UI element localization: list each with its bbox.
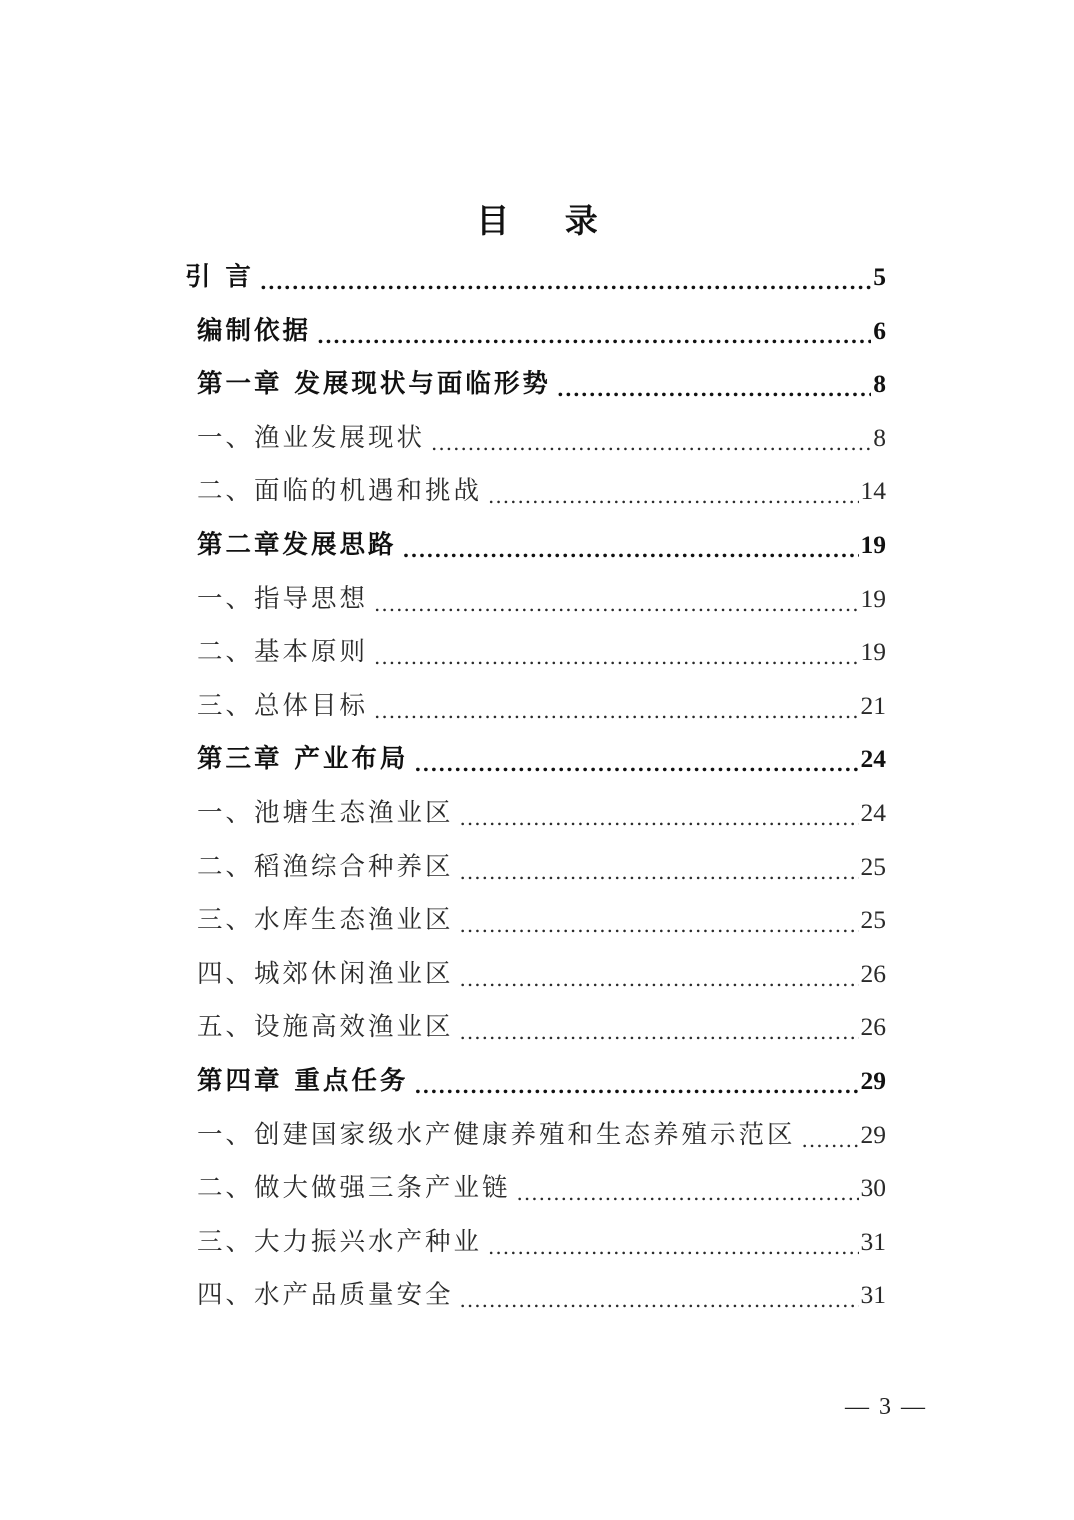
table-of-contents <box>0 250 1074 1330</box>
toc-entry-label: 二、基本原则 <box>197 637 369 668</box>
toc-entry-page: 8 <box>873 422 886 452</box>
toc-leader-dots <box>517 1171 859 1215</box>
toc-entry[interactable] <box>197 1000 886 1054</box>
toc-entry[interactable] <box>197 840 886 894</box>
toc-entry[interactable] <box>197 732 886 786</box>
toc-leader-dots <box>317 314 871 358</box>
toc-entry-label: 第三章 产业布局 <box>197 744 409 775</box>
toc-entry-label: 第四章 重点任务 <box>197 1066 409 1096</box>
toc-leader-dots <box>431 421 871 465</box>
toc-entry-label: 一、池塘生态渔业区 <box>197 798 454 828</box>
toc-leader-dots <box>374 582 858 626</box>
toc-entry[interactable] <box>197 357 886 411</box>
toc-leader-dots <box>414 1064 858 1108</box>
toc-entry-page: 19 <box>860 583 886 613</box>
toc-entry-label: 一、创建国家级水产健康养殖和生态养殖示范区 <box>197 1119 796 1150</box>
toc-entry[interactable] <box>185 250 886 304</box>
toc-leader-dots <box>802 1118 859 1162</box>
toc-entry[interactable] <box>197 1215 886 1269</box>
toc-entry-page: 21 <box>860 690 886 720</box>
toc-leader-dots <box>460 1010 859 1054</box>
toc-entry-page: 26 <box>860 1012 886 1042</box>
toc-entry[interactable] <box>197 1268 886 1322</box>
toc-entry-label: 一、指导思想 <box>197 583 369 614</box>
toc-leader-dots <box>488 1225 858 1269</box>
toc-entry-label: 第一章 发展现状与面临形势 <box>197 369 551 400</box>
toc-leader-dots <box>403 528 859 572</box>
toc-entry-label: 二、稻渔综合种养区 <box>197 851 454 882</box>
toc-entry[interactable] <box>197 1161 886 1215</box>
toc-entry-page: 24 <box>860 798 886 827</box>
toc-entry[interactable] <box>197 411 886 465</box>
toc-entry[interactable] <box>197 947 886 1001</box>
toc-entry-page: 29 <box>860 1066 886 1095</box>
toc-entry-label: 五、设施高效渔业区 <box>197 1012 454 1043</box>
toc-entry-page: 31 <box>860 1280 886 1310</box>
toc-entry[interactable] <box>197 518 886 572</box>
toc-entry-label: 第二章发展思路 <box>197 530 397 560</box>
toc-leader-dots <box>374 689 858 733</box>
toc-entry-page: 24 <box>860 744 886 774</box>
toc-leader-dots <box>460 903 859 947</box>
toc-entry-label: 三、总体目标 <box>197 690 369 721</box>
toc-entry-label: 四、城郊休闲渔业区 <box>197 958 454 989</box>
toc-entry-page: 19 <box>860 637 886 667</box>
toc-leader-dots <box>488 474 858 518</box>
toc-entry-page: 14 <box>860 476 886 506</box>
toc-entry-page: 30 <box>860 1173 886 1203</box>
toc-leader-dots <box>460 957 859 1001</box>
toc-entry-page: 19 <box>860 530 886 559</box>
toc-entry-label: 二、做大做强三条产业链 <box>197 1173 511 1204</box>
toc-entry[interactable] <box>197 572 886 626</box>
toc-entry-label: 四、水产品质量安全 <box>197 1280 454 1311</box>
toc-entry-page: 29 <box>860 1119 886 1149</box>
toc-entry-label: 一、渔业发展现状 <box>197 422 426 453</box>
toc-leader-dots <box>557 367 871 411</box>
page-number: — 3 — <box>845 1394 927 1420</box>
toc-entry-page: 31 <box>860 1226 886 1256</box>
toc-leader-dots <box>460 1278 859 1322</box>
toc-leader-dots <box>374 635 858 679</box>
toc-entry-page: 25 <box>860 851 886 881</box>
toc-entry-page: 25 <box>860 905 886 935</box>
toc-leader-dots <box>460 796 859 840</box>
toc-entry[interactable] <box>197 1108 886 1162</box>
toc-entry-page: 26 <box>860 958 886 988</box>
toc-entry[interactable] <box>197 464 886 518</box>
toc-entry[interactable] <box>197 679 886 733</box>
toc-entry[interactable] <box>197 304 886 358</box>
toc-entry-label: 二、面临的机遇和挑战 <box>197 476 483 507</box>
toc-entry[interactable] <box>197 625 886 679</box>
toc-entry[interactable] <box>197 786 886 840</box>
toc-entry-label: 引 言 <box>185 262 254 292</box>
toc-entry-label: 三、大力振兴水产种业 <box>197 1226 483 1257</box>
page-title: 目 录 <box>476 201 620 240</box>
toc-leader-dots <box>460 850 859 894</box>
toc-entry[interactable] <box>197 893 886 947</box>
toc-entry[interactable] <box>197 1054 886 1108</box>
toc-entry-label: 编制依据 <box>197 315 312 346</box>
toc-entry-page: 8 <box>873 369 886 399</box>
toc-entry-label: 三、水库生态渔业区 <box>197 905 454 936</box>
toc-leader-dots <box>414 742 858 786</box>
toc-leader-dots <box>260 260 871 304</box>
toc-entry-page: 6 <box>873 315 886 345</box>
toc-entry-page: 5 <box>873 262 886 291</box>
